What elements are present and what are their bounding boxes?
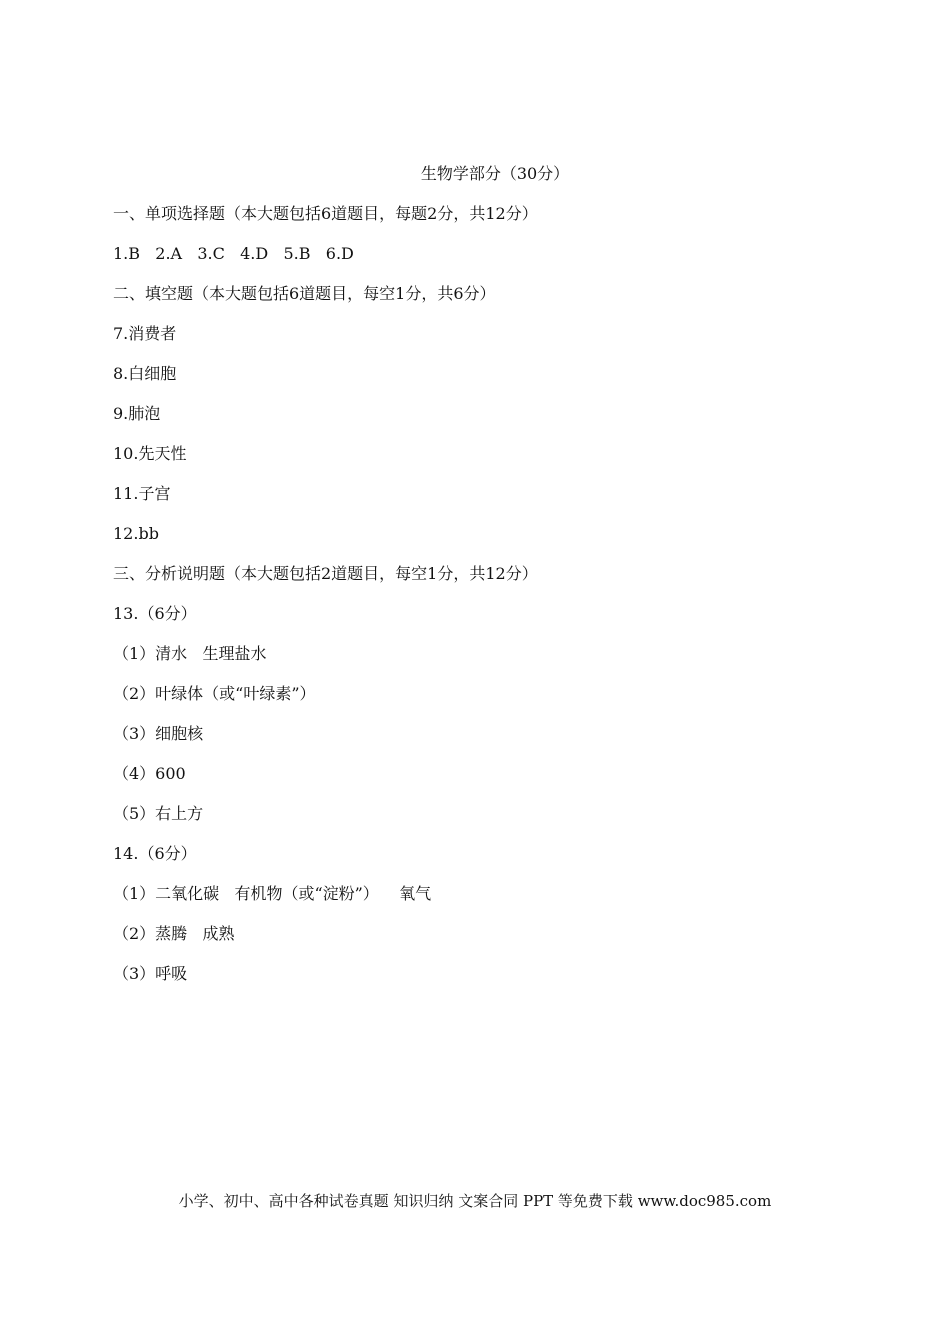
answer-line-14-2: （2）蒸腾 成熟 bbox=[113, 924, 235, 943]
page-footer: 小学、初中、高中各种试卷真题 知识归纳 文案合同 PPT 等免费下载 www.doc985.com bbox=[178, 1192, 772, 1210]
answer-line-10: 10.先天性 bbox=[113, 444, 187, 463]
answer-line-13-3: （3）细胞核 bbox=[113, 724, 204, 743]
question-14-heading: 14.（6分） bbox=[113, 844, 197, 863]
answer-line-14-1: （1）二氧化碳 有机物（或“淀粉”） 氧气 bbox=[113, 884, 432, 903]
section-title: 生物学部分（30分） bbox=[420, 164, 570, 183]
answer-list bbox=[113, 202, 873, 1002]
answer-line-13-2: （2）叶绿体（或“叶绿素”） bbox=[113, 684, 316, 703]
question-13-heading: 13.（6分） bbox=[113, 604, 197, 623]
section-heading-fill: 二、填空题（本大题包括6道题目，每空1分，共6分） bbox=[113, 284, 496, 303]
section-heading-choice: 一、单项选择题（本大题包括6道题目，每题2分，共12分） bbox=[113, 204, 538, 223]
answer-line-11: 11.子宫 bbox=[113, 484, 171, 503]
answer-line-14-3: （3）呼吸 bbox=[113, 964, 188, 983]
answer-line-13-5: （5）右上方 bbox=[113, 804, 204, 823]
answer-line-choice: 1.B 2.A 3.C 4.D 5.B 6.D bbox=[113, 244, 354, 263]
answer-line-9: 9.肺泡 bbox=[113, 404, 161, 423]
answer-line-13-4: （4）600 bbox=[113, 764, 186, 783]
answer-line-13-1: （1）清水 生理盐水 bbox=[113, 644, 267, 663]
answer-line-8: 8.白细胞 bbox=[113, 364, 177, 383]
answer-line-12: 12.bb bbox=[113, 524, 159, 543]
section-heading-analysis: 三、分析说明题（本大题包括2道题目，每空1分，共12分） bbox=[113, 564, 538, 583]
answer-line-7: 7.消费者 bbox=[113, 324, 177, 343]
